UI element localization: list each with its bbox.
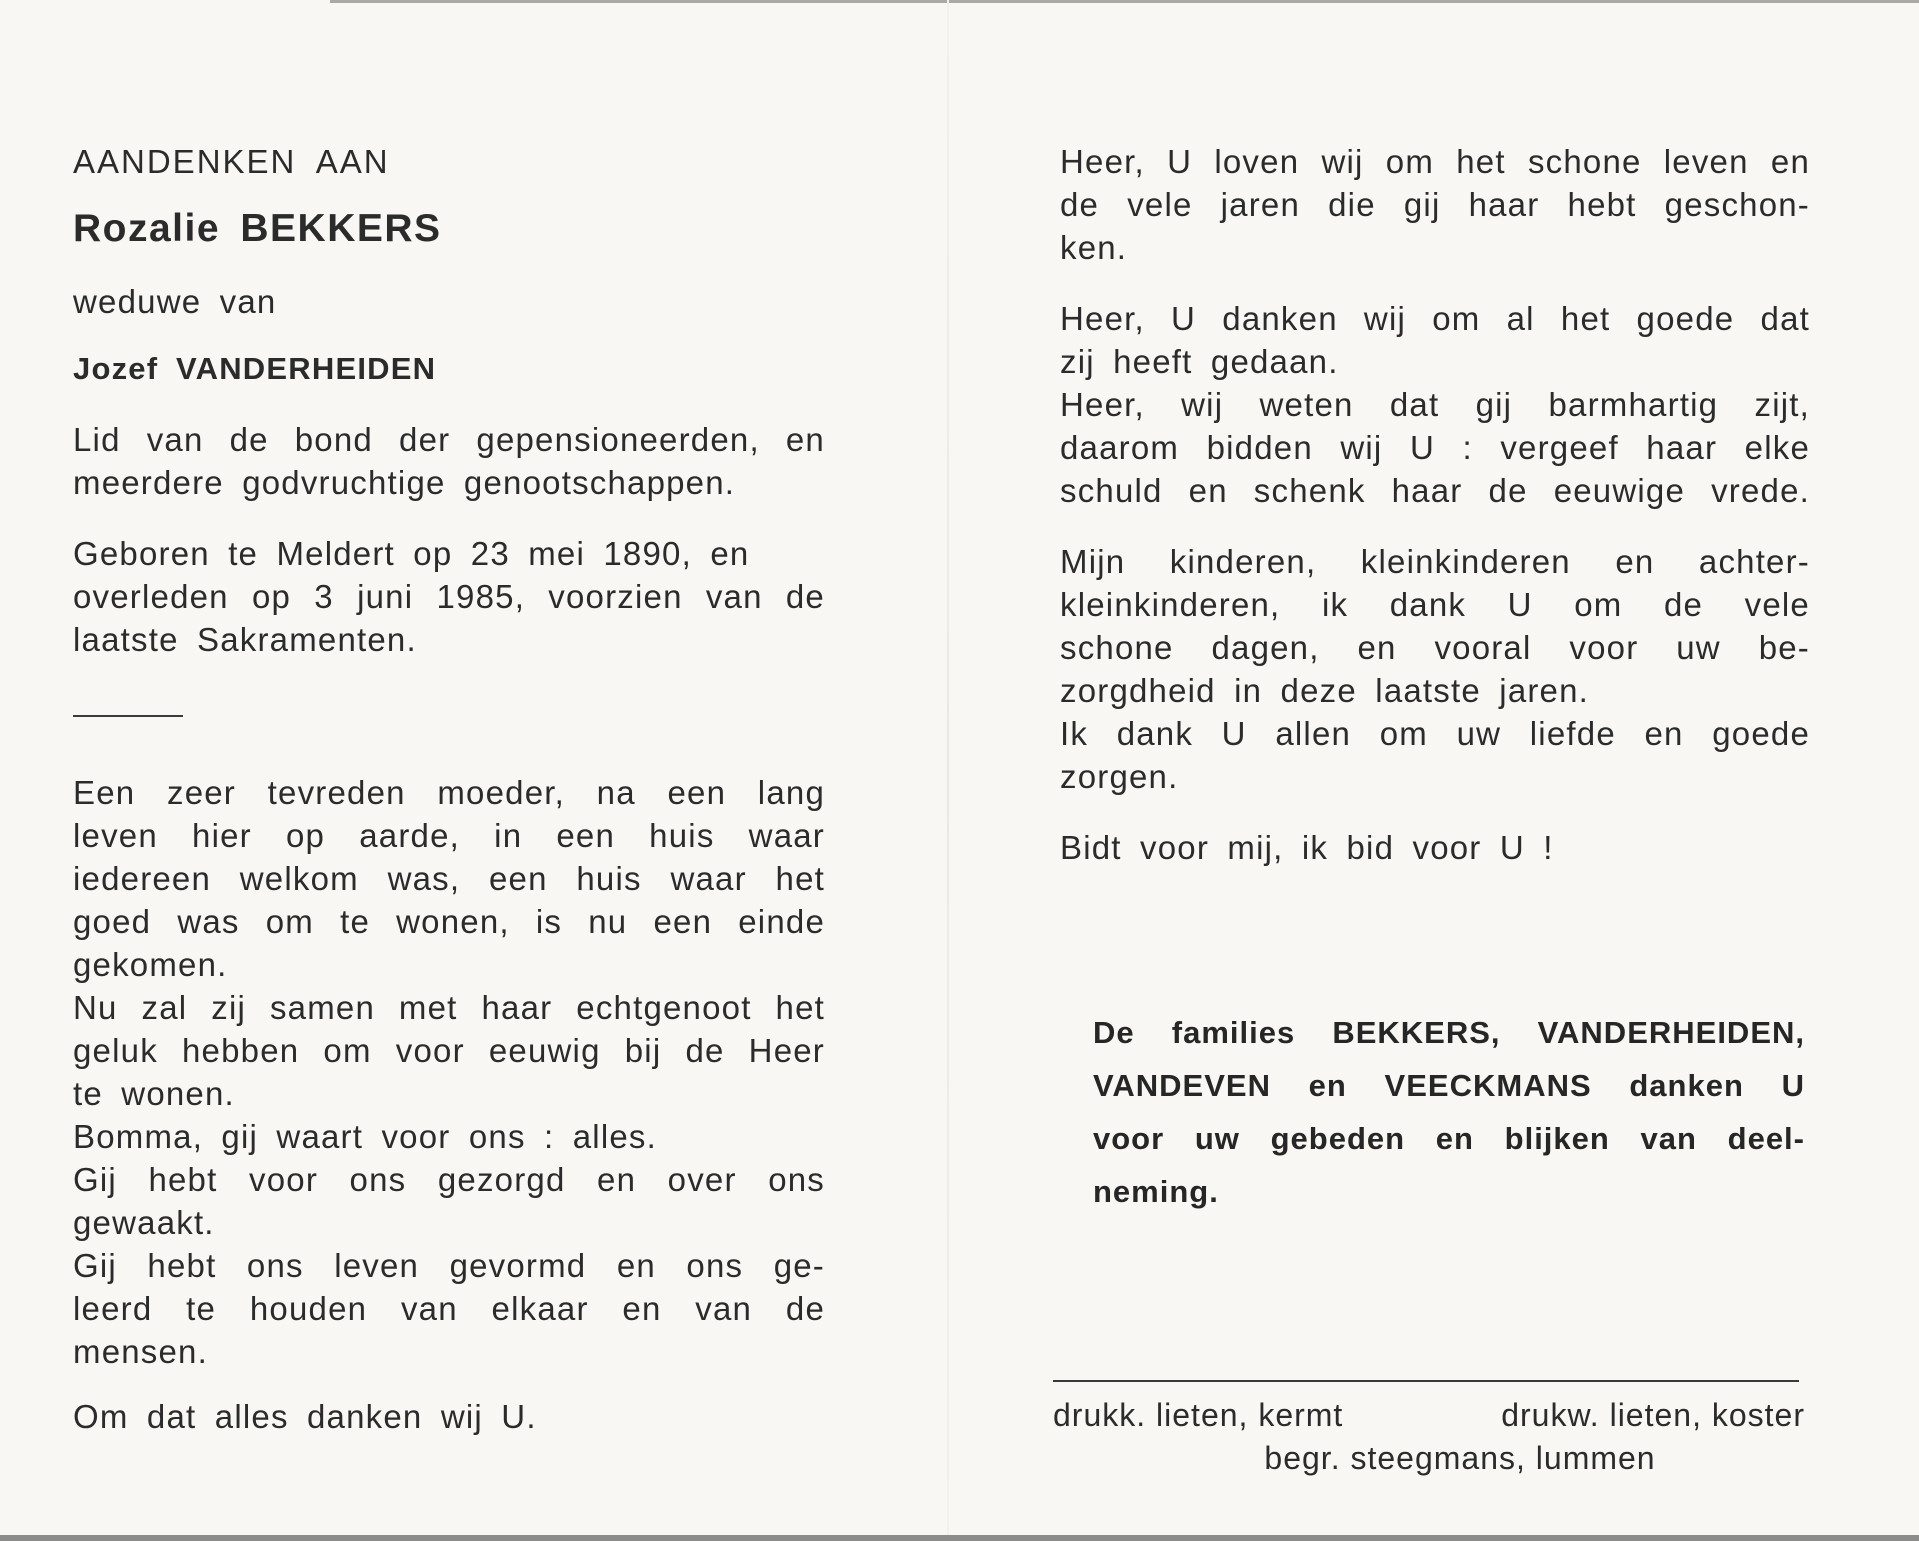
message-line: schone dagen, en vooral voor uw be-: [1060, 629, 1810, 666]
printer-row: [1053, 1394, 1805, 1437]
prayer-line: ken.: [1060, 229, 1128, 266]
card-bottom-edge: [0, 1535, 1919, 1541]
families-thanks: [1093, 1006, 1805, 1218]
printer-left: drukk. lieten, kermt: [1053, 1397, 1344, 1433]
tribute-line: gekomen.: [73, 946, 228, 983]
undertaker-credit: begr. steegmans, lummen: [1264, 1440, 1656, 1476]
membership-line: Lid van de bond der gepensioneerden, en: [73, 421, 825, 458]
card-top-edge: [330, 0, 1919, 3]
prayer-line: zij heeft gedaan.: [1060, 343, 1339, 380]
printer-rule: [1053, 1380, 1799, 1382]
prayer-line: Heer, U danken wij om al het goede dat: [1060, 300, 1810, 337]
membership-line: meerdere godvruchtige genootschappen.: [73, 464, 736, 501]
right-panel: [1060, 140, 1810, 1218]
heading: AANDENKEN AAN: [73, 143, 390, 180]
life-paragraph: [73, 532, 825, 661]
families-line: De families BEKKERS, VANDERHEIDEN,: [1093, 1015, 1805, 1050]
prayer-paragraph-2: [1060, 297, 1810, 512]
tribute-line: Gij hebt voor ons gezorgd en over ons: [73, 1161, 825, 1198]
prayer-paragraph-1: [1060, 140, 1810, 269]
membership-paragraph: [73, 418, 825, 504]
relation-text: weduwe van: [73, 283, 277, 320]
tribute-line: leven hier op aarde, in een huis waar: [73, 817, 825, 854]
tribute-line: iedereen welkom was, een huis waar het: [73, 860, 825, 897]
message-line: Mijn kinderen, kleinkinderen en achter-: [1060, 543, 1810, 580]
tribute-line: Bomma, gij waart voor ons : alles.: [73, 1118, 657, 1155]
life-line: laatste Sakramenten.: [73, 621, 417, 658]
tribute-line: te wonen.: [73, 1075, 235, 1112]
printer-credits: [1053, 1394, 1805, 1480]
message-paragraph: [1060, 540, 1810, 798]
printer-right: drukw. lieten, koster: [1501, 1397, 1805, 1433]
message-line: kleinkinderen, ik dank U om de vele: [1060, 586, 1810, 623]
tribute-line: Gij hebt ons leven gevormd en ons ge-: [73, 1247, 825, 1284]
tribute-line: goed was om te wonen, is nu een einde: [73, 903, 825, 940]
families-line: VANDEVEN en VEECKMANS danken U: [1093, 1068, 1805, 1103]
families-line: neming.: [1093, 1174, 1219, 1209]
life-line: Geboren te Meldert op 23 mei 1890, en: [73, 535, 750, 572]
center-fold: [947, 0, 949, 1535]
tribute-line: geluk hebben om voor eeuwig bij de Heer: [73, 1032, 825, 1069]
families-line: voor uw gebeden en blijken van deel-: [1093, 1121, 1805, 1156]
spouse-name: Jozef VANDERHEIDEN: [73, 351, 437, 386]
prayer-line: Heer, U loven wij om het schone leven en: [1060, 143, 1810, 180]
tribute-line: Nu zal zij samen met haar echtgenoot het: [73, 989, 825, 1026]
prayer-line: daarom bidden wij U : vergeef haar elke: [1060, 429, 1810, 466]
life-line: overleden op 3 juni 1985, voorzien van de: [73, 578, 825, 615]
message-line: Ik dank U allen om uw liefde en goede: [1060, 715, 1810, 752]
divider-rule: [73, 715, 183, 717]
closing-line: Om dat alles danken wij U.: [73, 1398, 537, 1435]
message-line: zorgdheid in deze laatste jaren.: [1060, 672, 1590, 709]
tribute-paragraph: [73, 771, 825, 1373]
prayer-line: Heer, wij weten dat gij barmhartig zijt,: [1060, 386, 1810, 423]
deceased-name: Rozalie BEKKERS: [73, 207, 442, 250]
prayer-line: de vele jaren die gij haar hebt geschon-: [1060, 186, 1810, 223]
tribute-line: Een zeer tevreden moeder, na een lang: [73, 774, 825, 811]
prayer-line: schuld en schenk haar de eeuwige vrede.: [1060, 472, 1810, 509]
left-panel: [73, 140, 825, 1438]
tribute-line: mensen.: [73, 1333, 208, 1370]
farewell-line: Bidt voor mij, ik bid voor U !: [1060, 829, 1554, 866]
message-line: zorgen.: [1060, 758, 1179, 795]
tribute-line: leerd te houden van elkaar en van de: [73, 1290, 825, 1327]
tribute-line: gewaakt.: [73, 1204, 215, 1241]
